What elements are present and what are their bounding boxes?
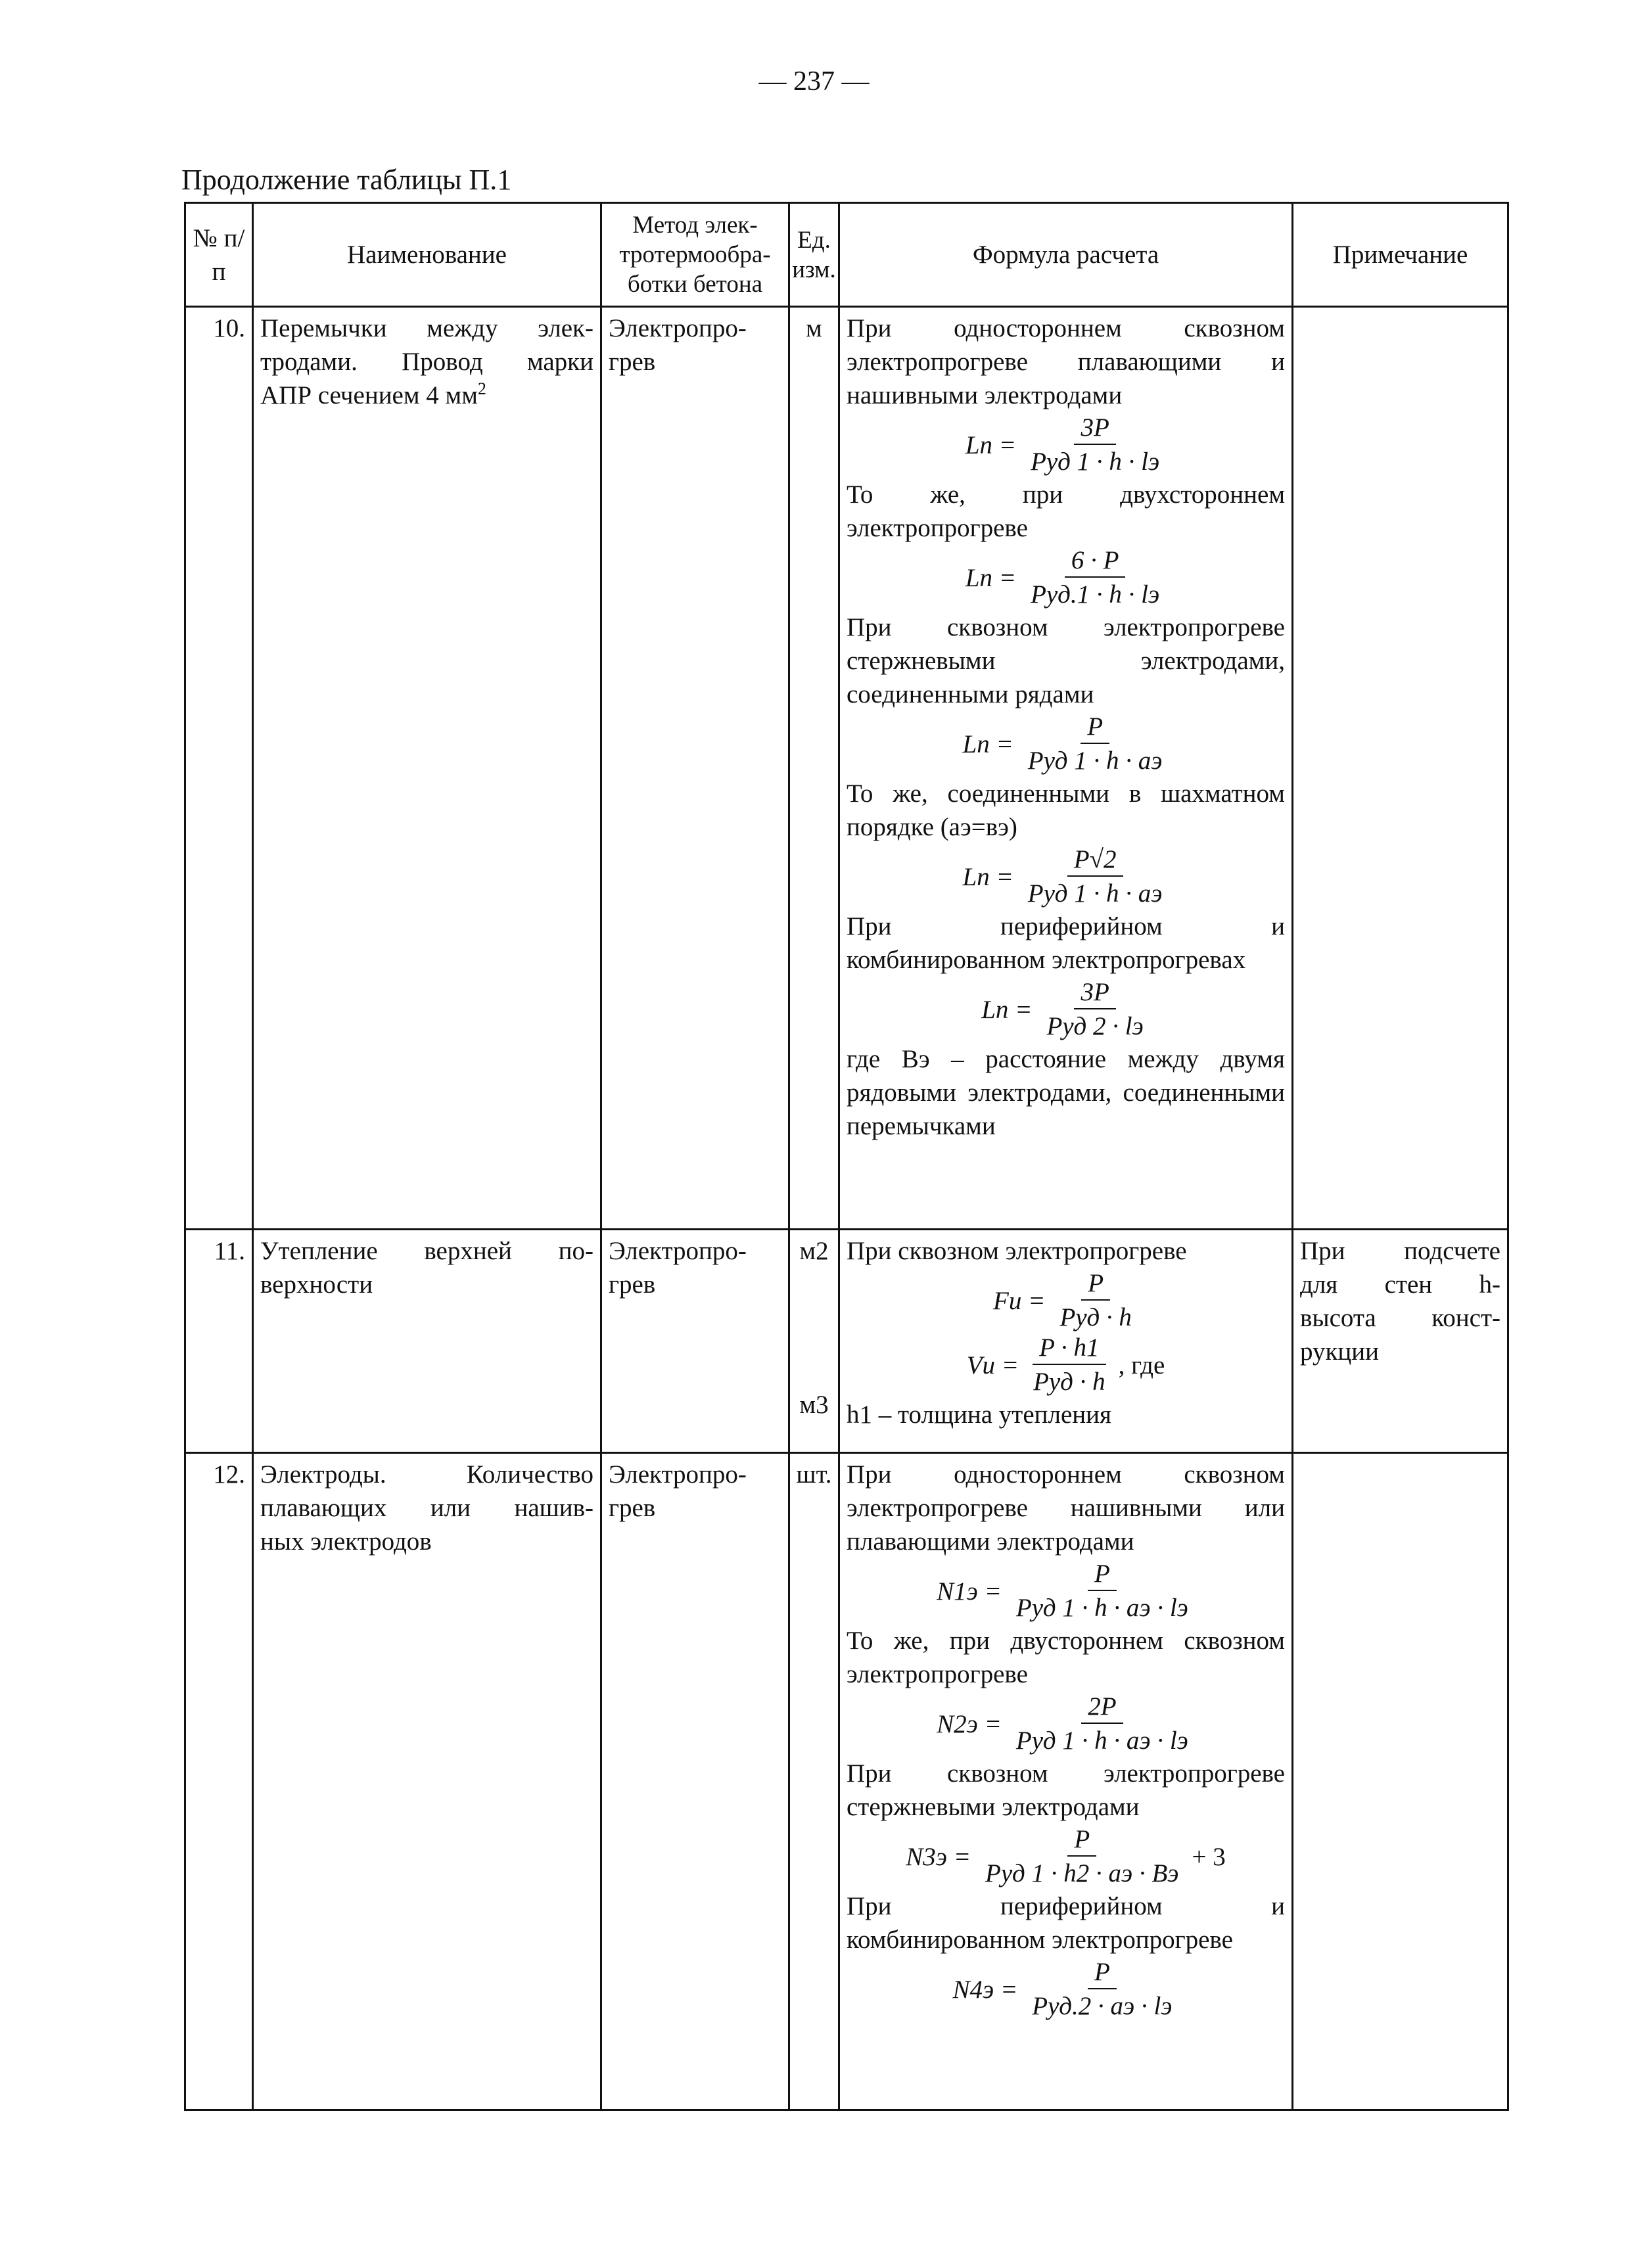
row-number: 10. [213,314,245,342]
table-caption: Продолжение таблицы П.1 [181,164,512,196]
header-unit: Ед. изм. [788,204,838,306]
formula: N2э = $\frac{2P}{\text{Pуд 1 · h · aэ · lэ}}$ [937,1692,1188,1755]
row-unit: шт. [788,1454,838,2109]
formula: Lп = $\frac{P}{\text{Pуд 1 · h · aэ}}$ [962,712,1163,775]
row-unit: м [788,308,838,1228]
header-note: Примечание [1291,204,1507,306]
row-formula: При одностороннем сквозном электропрогреве плавающими и нашивными электродами Lп = $\frac{3P}{\text{Pуд 1 · h · lэ}}$ То же, при двухстороннем электропрогреве Lп = $\frac{6 \cdot P}{\text{Pуд.1 · h · lэ}}$ При сквозном электропрогреве стержневыми электродами, соединенными рядами Lп = $\frac{P}{\text{Pуд 1 · h · aэ}}$ То же, соединенными в шахматном порядке (аэ=вэ) Lп = $\frac{P√2}{\text{Pуд 1 · h · aэ}}$ При периферийном и комбинированном электропрогревах Lп = $\frac{3P}{\text{Pуд 2 · lэ}}$ где Вэ – расстояние между двумя рядовыми электродами, соединенными перемычками [838,308,1291,1228]
row-method: Электропро- грев [600,1230,788,1452]
page-number: — 237 — [758,66,870,97]
formula: Lп = $\frac{3P}{\text{Pуд 1 · h · lэ}}$ [965,413,1160,476]
formula: Lп = $\frac{P√2}{\text{Pуд 1 · h · aэ}}$ [962,845,1163,908]
header-num: № п/п [193,223,245,286]
row-unit: м2 м3 [788,1230,838,1452]
header-formula: Формула расчета [838,204,1291,306]
row-note: При подсчете для стен h- высота конст- рукции [1291,1230,1507,1452]
header-method: Метод элек-тротермообра-ботки бетона [600,204,788,306]
table-row [186,1228,1507,1452]
formula: Lп = $\frac{6 \cdot P}{\text{Pуд.1 · h · lэ}}$ [965,546,1160,609]
row-name: Утепление верхней по- верхности [252,1230,600,1452]
row-method: Электропро- грев [600,1454,788,2109]
formula: Vи = $\frac{P \cdot h1}{\text{Pуд · h}}$ , где [966,1333,1165,1396]
header-name: Наименование [252,204,600,306]
formula: N4э = $\frac{P}{\text{Pуд.2 · aэ · lэ}}$ [952,1958,1173,2020]
table-row [186,306,1507,1228]
row-name: Электроды. Количество плавающих или нашив- ных электродов [252,1454,600,2109]
row-name: Перемычки между элек- тродами. Провод марки АПР сечением 4 $мм^2$ [252,308,600,1228]
row-note [1291,308,1507,1228]
row-formula: При сквозном электропрогреве Fи = $\frac{P}{\text{Pуд · h}}$ Vи = $\frac{P \cdot h1}{\text{Pуд · h}}$ , где h1 – толщина утепления [838,1230,1291,1452]
row-formula: При одностороннем сквозном электропрогреве нашивными или плавающими электродами N1э = $\frac{P}{\text{Pуд 1 · h · aэ · lэ}}$ То же, при двустороннем сквозном электропрогреве N2э = $\frac{2P}{\text{Pуд 1 · h · aэ · lэ}}$ При сквозном электропрогреве стержневыми электродами N3э = $\frac{P}{\text{Pуд 1 · h2 · aэ · Bэ}}$ + 3 При периферийном и комбинированном электропрогреве N4э = $\frac{P}{\text{Pуд.2 · aэ · lэ}}$ [838,1454,1291,2109]
row-unit-secondary: м3 [799,1391,829,1419]
row-note [1291,1454,1507,2109]
formula: Lп = $\frac{3P}{\text{Pуд 2 · lэ}}$ [981,978,1144,1040]
table-header-row [186,204,1507,306]
formula: N1э = $\frac{P}{\text{Pуд 1 · h · aэ · lэ}}$ [937,1560,1188,1622]
table-row [186,1452,1507,2109]
formula: N3э = $\frac{P}{\text{Pуд 1 · h2 · aэ · Bэ}}$ + 3 [906,1825,1226,1887]
row-method: Электропро- грев [600,308,788,1228]
formula: Fи = $\frac{P}{\text{Pуд · h}}$ [993,1269,1132,1331]
data-table [184,202,1509,2111]
row-number: 11. [214,1237,245,1265]
row-number: 12. [213,1460,245,1489]
